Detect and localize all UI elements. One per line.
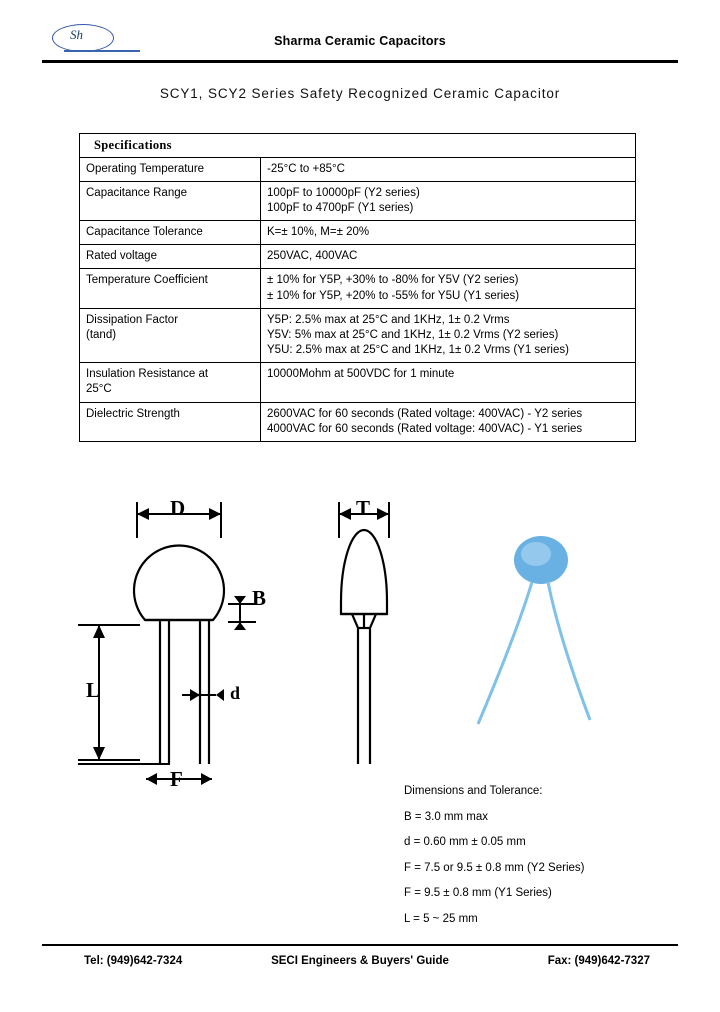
specifications-table [79, 133, 636, 442]
label-d-lead: d [230, 683, 241, 703]
table-row [80, 181, 636, 220]
arrow-left-d [137, 508, 149, 520]
value-line: Y5P: 2.5% max at 25°C and 1KHz, 1± 0.2 Vrms [267, 313, 510, 326]
row-label-capacitance-tolerance: Capacitance Tolerance [80, 221, 261, 245]
value-line: 4000VAC for 60 seconds (Rated voltage: 400VAC) - Y1 series [267, 422, 583, 435]
arrow-down-b [234, 622, 246, 630]
row-label-rated-voltage: Rated voltage [80, 245, 261, 269]
arrow-left-f [146, 773, 157, 785]
value-line: 100pF to 4700pF (Y1 series) [267, 201, 414, 214]
label-b: B [252, 586, 267, 610]
header-divider [42, 60, 678, 63]
value-line: Y5U: 2.5% max at 25°C and 1KHz, 1± 0.2 Vrms (Y1 series) [267, 344, 569, 357]
label-f: F [170, 767, 183, 791]
row-value-rated-voltage [261, 245, 636, 269]
arrow-up-b [234, 596, 246, 604]
capacitor-side-outline [341, 530, 387, 614]
row-value-operating-temperature [261, 157, 636, 181]
label-line: 25°C [86, 383, 112, 396]
arrow-right-t [377, 508, 389, 520]
label-line: Dissipation Factor [86, 313, 179, 326]
value-line: 10000Mohm at 500VDC for 1 minute [267, 368, 455, 381]
arrow-right-f [201, 773, 212, 785]
label-d-top: D [170, 496, 186, 520]
series-subtitle: SCY1, SCY2 Series Safety Recognized Ceramic Capacitor [159, 86, 561, 101]
value-line: K=± 10%, M=± 20% [267, 226, 370, 239]
table-row [80, 402, 636, 441]
label-line: (tand) [86, 328, 117, 341]
arrow-up-l [93, 625, 105, 638]
value-line: -25°C to +85°C [267, 162, 345, 175]
side-lead-left [352, 614, 358, 764]
row-label-dielectric-strength: Dielectric Strength [80, 402, 261, 441]
dimension-item-d: d = 0.60 mm ± 0.05 mm [404, 836, 526, 848]
footer-center-text: SECI Engineers & Buyers' Guide [271, 955, 449, 967]
label-line: Insulation Resistance at [86, 368, 209, 381]
capacitor-disc-outline [134, 546, 224, 620]
footer-fax: Fax: (949)642-7327 [547, 955, 650, 967]
page-header [42, 22, 678, 62]
arrow-right-dlead [216, 689, 224, 701]
table-row [80, 269, 636, 308]
dimensions-and-tolerance [404, 786, 694, 939]
footer-divider [42, 944, 678, 946]
dimension-item-f-y1: F = 9.5 ± 0.8 mm (Y1 Series) [404, 887, 552, 899]
table-row [80, 363, 636, 402]
row-value-capacitance-tolerance [261, 221, 636, 245]
table-header-row [80, 134, 636, 158]
row-value-dissipation-factor [261, 308, 636, 363]
capacitor-photo-illustration [478, 536, 599, 737]
row-value-capacitance-range [261, 181, 636, 220]
table-row [80, 221, 636, 245]
row-label-operating-temperature: Operating Temperature [80, 157, 261, 181]
arrow-left-dlead [190, 689, 200, 701]
page-title: Sharma Ceramic Capacitors [274, 34, 446, 48]
dimension-item-b: B = 3.0 mm max [404, 810, 489, 823]
label-l: L [86, 678, 101, 702]
value-line: 250VAC, 400VAC [267, 250, 358, 263]
table-row [80, 245, 636, 269]
table-row [80, 157, 636, 181]
footer-tel: Tel: (949)642-7324 [84, 955, 183, 967]
logo-text: Sh [70, 27, 83, 42]
dimension-f [78, 764, 212, 779]
row-value-dielectric-strength [261, 402, 636, 441]
value-line: ± 10% for Y5P, +30% to -80% for Y5V (Y2 series) [267, 274, 519, 287]
value-line: ± 10% for Y5P, +20% to -55% for Y5U (Y1 series) [267, 289, 520, 302]
arrow-left-t [339, 508, 351, 520]
logo-underline [64, 50, 140, 52]
table-row [80, 308, 636, 363]
row-label-dissipation-factor [80, 308, 261, 363]
value-line: 100pF to 10000pF (Y2 series) [267, 186, 420, 199]
row-label-temperature-coefficient: Temperature Coefficient [80, 269, 261, 308]
label-t-top: T [356, 496, 371, 520]
specifications-heading: Specifications [80, 134, 636, 158]
value-line: Y5V: 5% max at 25°C and 1KHz, 1± 0.2 Vrms (Y2 series) [267, 328, 559, 341]
row-label-capacitance-range: Capacitance Range [80, 181, 261, 220]
dimension-item-f-y2: F = 7.5 or 9.5 ± 0.8 mm (Y2 Series) [404, 861, 585, 874]
value-line: 2600VAC for 60 seconds (Rated voltage: 400VAC) - Y2 series [267, 407, 583, 420]
dimension-item-l: L = 5 ~ 25 mm [404, 912, 478, 925]
dimensions-title: Dimensions and Tolerance: [404, 785, 543, 797]
arrow-down-l [93, 747, 105, 760]
page-footer [42, 955, 678, 975]
row-value-insulation-resistance [261, 363, 636, 402]
row-value-temperature-coefficient [261, 269, 636, 308]
side-lead-right [370, 614, 376, 764]
row-label-insulation-resistance [80, 363, 261, 402]
arrow-right-d [209, 508, 221, 520]
